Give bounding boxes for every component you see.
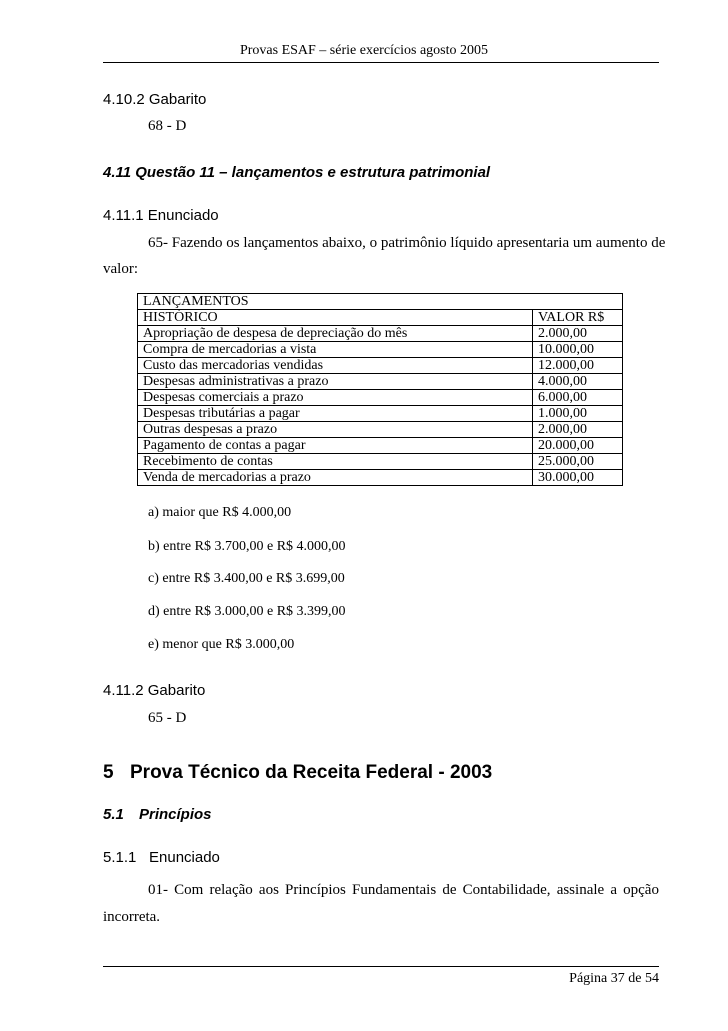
ledger-row (138, 342, 623, 358)
ledger-row-value: 1.000,00 (533, 406, 623, 422)
answer-option: b) entre R$ 3.700,00 e R$ 4.000,00 (148, 539, 346, 554)
question-01-word: de (442, 882, 457, 898)
answer-option: e) menor que R$ 3.000,00 (148, 637, 295, 652)
ledger-row (138, 454, 623, 470)
ledger-row (138, 438, 623, 454)
ledger-row (138, 374, 623, 390)
ledger-row (138, 406, 623, 422)
ledger-row-value: 10.000,00 (533, 342, 623, 358)
ledger-row-desc: Venda de mercadorias a prazo (138, 470, 533, 486)
ledger-row (138, 470, 623, 486)
ledger-row-desc: Despesas administrativas a prazo (138, 374, 533, 390)
answer-option: a) maior que R$ 4.000,00 (148, 505, 292, 520)
question-01-word: 01- (148, 882, 168, 898)
question-65-line2: valor: (103, 261, 138, 277)
question-01-word: Fundamentais (352, 882, 437, 898)
ledger-row-value: 6.000,00 (533, 390, 623, 406)
ledger-row-desc: Custo das mercadorias vendidas (138, 358, 533, 374)
heading-4-10-2: 4.10.2 Gabarito (103, 91, 207, 108)
ledger-row (138, 390, 623, 406)
question-01-word: Contabilidade, (462, 882, 551, 898)
ledger-table (137, 293, 623, 486)
ledger-row-value: 2.000,00 (533, 422, 623, 438)
page-header: Provas ESAF – série exercícios agosto 2005 (239, 43, 489, 58)
ledger-row-desc: Recebimento de contas (138, 454, 533, 470)
ledger-row-desc: Compra de mercadorias a vista (138, 342, 533, 358)
ledger-row (138, 326, 623, 342)
header-divider (103, 62, 659, 63)
ledger-col-valor: VALOR R$ (533, 310, 623, 326)
ledger-row-value: 12.000,00 (533, 358, 623, 374)
ledger-row-value: 30.000,00 (533, 470, 623, 486)
ledger-row-desc: Apropriação de despesa de depreciação do mês (138, 326, 533, 342)
ledger-row (138, 422, 623, 438)
heading-4-11-1: 4.11.1 Enunciado (103, 207, 219, 224)
question-65-line1: 65- Fazendo os lançamentos abaixo, o patrimônio líquido apresentaria um aumento de (148, 235, 666, 251)
question-01-word: a (610, 882, 617, 898)
question-01-word: aos (258, 882, 279, 898)
question-01-word: relação (209, 882, 253, 898)
ledger-header-row (138, 310, 623, 326)
answer-option: d) entre R$ 3.000,00 e R$ 3.399,00 (148, 604, 346, 619)
ledger-title-row (138, 294, 623, 310)
heading-4-11-2: 4.11.2 Gabarito (103, 682, 206, 699)
ledger-row-desc: Despesas tributárias a pagar (138, 406, 533, 422)
question-01-line2: incorreta. (103, 909, 161, 925)
ledger-row-value: 25.000,00 (533, 454, 623, 470)
answer-option: c) entre R$ 3.400,00 e R$ 3.699,00 (148, 571, 345, 586)
question-01-line1 (148, 882, 659, 899)
question-01-word: opção (623, 882, 659, 898)
question-01-word: Princípios (285, 882, 346, 898)
ledger-row (138, 358, 623, 374)
heading-4-11: 4.11 Questão 11 – lançamentos e estrutura patrimonial (103, 164, 491, 181)
ledger-col-historico: HISTÓRICO (138, 310, 533, 326)
ledger-row-desc: Despesas comerciais a prazo (138, 390, 533, 406)
ledger-row-desc: Outras despesas a prazo (138, 422, 533, 438)
question-01-word: Com (174, 882, 204, 898)
ledger-row-value: 20.000,00 (533, 438, 623, 454)
ledger-row-desc: Pagamento de contas a pagar (138, 438, 533, 454)
answer-65: 65 - D (148, 710, 187, 726)
heading-5-number: 5 (103, 762, 114, 783)
question-01-word: assinale (556, 882, 605, 898)
page-number: Página 37 de 54 (569, 971, 659, 986)
ledger-row-value: 2.000,00 (533, 326, 623, 342)
heading-5-1-1-title: Enunciado (149, 849, 220, 866)
answer-68: 68 - D (148, 118, 187, 134)
footer-divider (103, 966, 659, 967)
heading-5-1-title: Princípios (139, 806, 212, 823)
ledger-row-value: 4.000,00 (533, 374, 623, 390)
heading-5-1-1-number: 5.1.1 (103, 849, 137, 866)
heading-5-1-number: 5.1 (103, 806, 124, 823)
ledger-title: LANÇAMENTOS (138, 294, 623, 310)
heading-5-title: Prova Técnico da Receita Federal - 2003 (130, 762, 493, 783)
